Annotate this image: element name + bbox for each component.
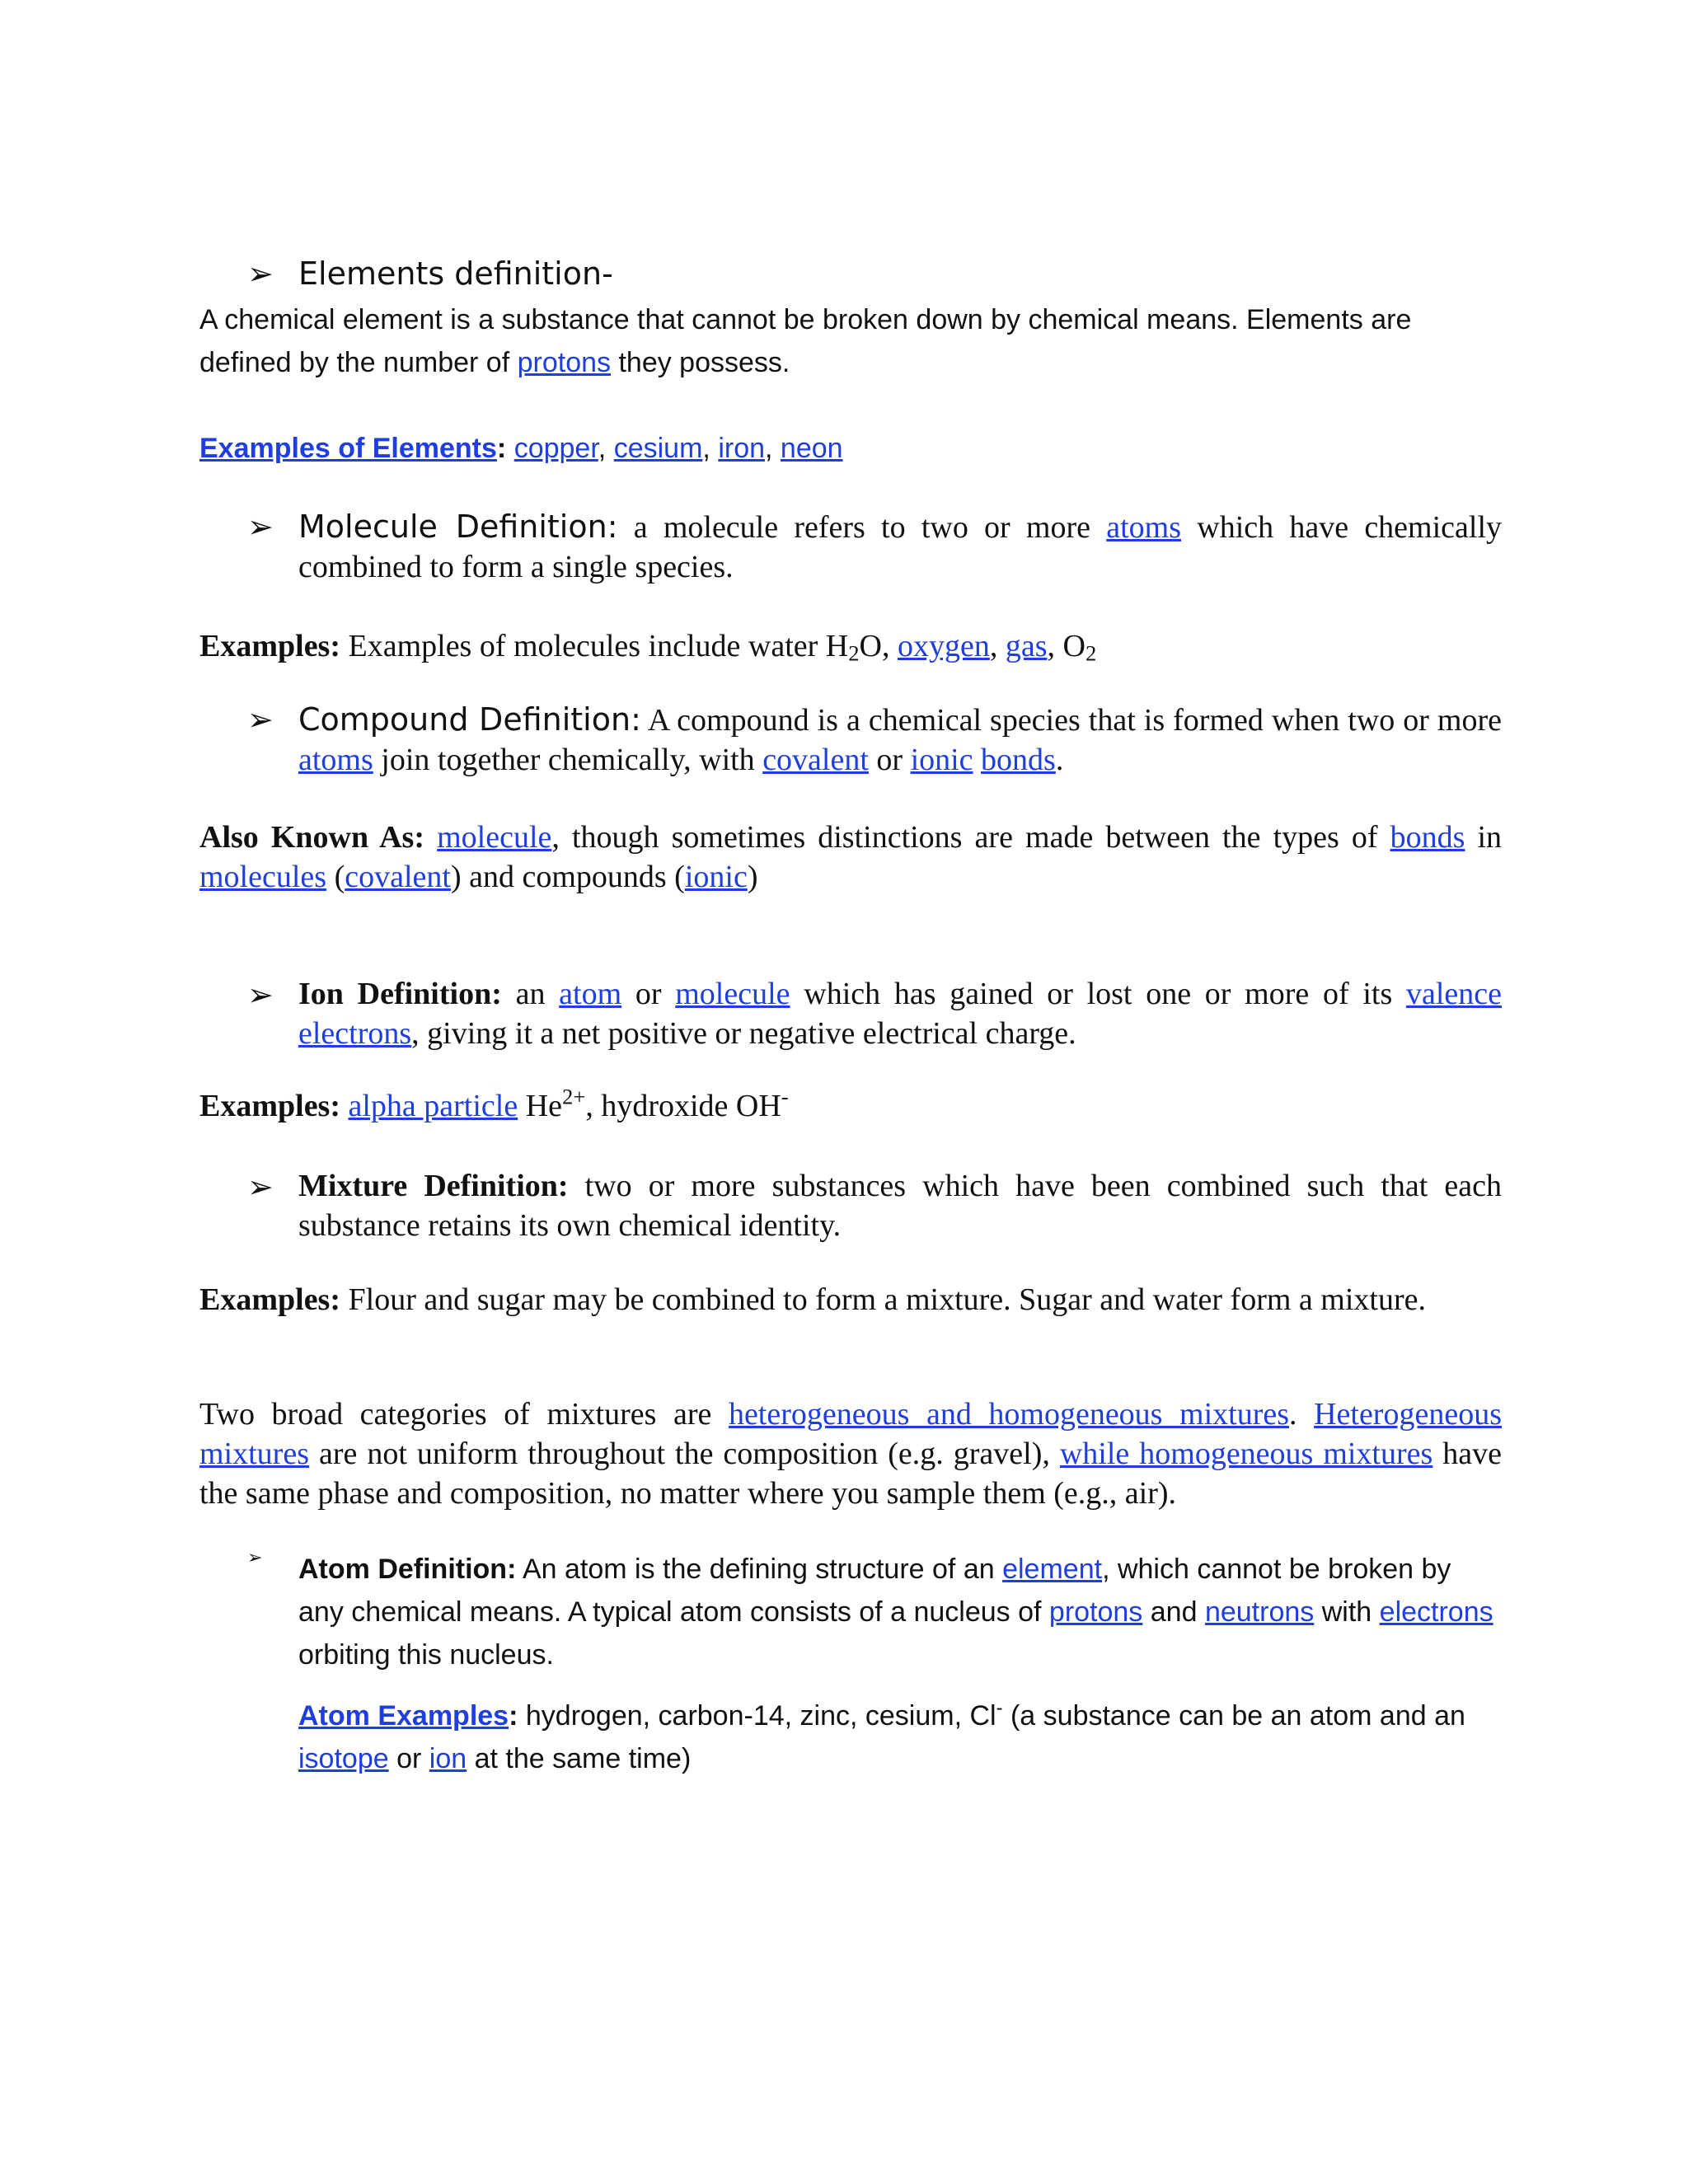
examples-of-elements-link[interactable]: Examples of Elements bbox=[199, 433, 497, 464]
heterogeneous-and-homogeneous-link[interactable]: heterogeneous and homogeneous mixtures bbox=[728, 1397, 1290, 1432]
protons-link[interactable]: protons bbox=[517, 347, 612, 378]
protons-link[interactable]: protons bbox=[1048, 1596, 1143, 1628]
mixture-definition: Mixture Definition: two or more substances which have been combined such that each substance retains its own chemical identity. bbox=[298, 1169, 1502, 1243]
compound-definition: Compound Definition: A compound is a chemical species that is formed when two or more atoms join together chemically, with covalent or ionic bonds. bbox=[298, 701, 1503, 777]
compound-also-known-as: Also Known As: molecule, though sometimes distinctions are made between the types of bonds in molecules (covalent) and compounds (ionic) bbox=[199, 820, 1503, 894]
molecule-heading: Molecule Definition: bbox=[298, 509, 618, 545]
oxygen-link[interactable]: oxygen bbox=[898, 629, 990, 663]
elements-heading: Elements definition- bbox=[298, 255, 613, 292]
molecule-link[interactable]: molecule bbox=[675, 977, 790, 1011]
valence-electrons-link[interactable]: valence electrons bbox=[298, 977, 1502, 1051]
atom-link[interactable]: atom bbox=[559, 977, 622, 1011]
bullet-arrow-icon: ➢ bbox=[247, 1548, 263, 1568]
bullet-arrow-icon: ➢ bbox=[247, 977, 274, 1013]
bullet-arrow-icon: ➢ bbox=[247, 1169, 274, 1205]
neutrons-link[interactable]: neutrons bbox=[1204, 1596, 1315, 1628]
ion-heading: Ion Definition: bbox=[298, 977, 502, 1011]
copper-link[interactable]: copper bbox=[513, 433, 598, 464]
heterogeneous-mixtures-link[interactable]: Heterogeneous mixtures bbox=[199, 1397, 1502, 1471]
ion-link[interactable]: ion bbox=[429, 1743, 467, 1774]
compound-heading: Compound Definition: bbox=[298, 701, 641, 738]
mixture-examples: Examples: Flour and sugar may be combined to form a mixture. Sugar and water form a mixture. bbox=[199, 1282, 1426, 1317]
mixture-categories-paragraph: Two broad categories of mixtures are heterogeneous and homogeneous mixtures. Heterogeneous mixtures are not uniform throughout the composition (e.g. gravel), while homogeneous mixtures have the same phase and composition, no matter where you sample them (e.g., air). bbox=[199, 1397, 1503, 1511]
bullet-arrow-icon: ➢ bbox=[247, 509, 274, 545]
atom-examples: Atom Examples: hydrogen, carbon-14, zinc, cesium, Cl- (a substance can be an atom and an isotope or ion at the same time) bbox=[298, 1696, 1465, 1774]
atoms-link[interactable]: atoms bbox=[1106, 510, 1182, 545]
molecule-examples: Examples: Examples of molecules include water $H_2O$, oxygen, gas, $O_2$ bbox=[199, 629, 1097, 666]
electrons-link[interactable]: electrons bbox=[1379, 1596, 1493, 1628]
alpha-particle-link[interactable]: alpha particle bbox=[348, 1089, 518, 1123]
bullet-arrow-icon: ➢ bbox=[247, 701, 274, 738]
homogeneous-mixtures-link[interactable]: while homogeneous mixtures bbox=[1059, 1436, 1433, 1471]
cesium-link[interactable]: cesium bbox=[613, 433, 703, 464]
molecule-link[interactable]: molecule bbox=[437, 820, 552, 855]
mixture-heading: Mixture Definition: bbox=[298, 1169, 569, 1203]
elements-examples: Examples of Elements: copper, cesium, iron, neon bbox=[199, 433, 843, 464]
element-link[interactable]: element bbox=[1002, 1554, 1103, 1585]
atom-heading: Atom Definition: bbox=[298, 1554, 517, 1585]
bullet-arrow-icon: ➢ bbox=[247, 255, 274, 292]
isotope-link[interactable]: isotope bbox=[298, 1743, 389, 1774]
iron-link[interactable]: iron bbox=[718, 433, 766, 464]
ionic-link[interactable]: ionic bbox=[910, 743, 973, 777]
covalent-link[interactable]: covalent bbox=[345, 860, 451, 894]
ionic-link[interactable]: ionic bbox=[684, 860, 748, 894]
ion-examples: Examples: alpha particle $He^{2+}$, hydroxide OH- bbox=[199, 1084, 789, 1123]
atoms-link[interactable]: atoms bbox=[298, 743, 373, 777]
atom-definition: Atom Definition: An atom is the defining structure of an element, which cannot be broken by any chemical means. A typical atom consists of a nucleus of protons and neutrons with electrons orbiting this nucleus. bbox=[298, 1554, 1493, 1671]
molecule-definition: Molecule Definition: a molecule refers to two or more atoms which have chemically combined to form a single species. bbox=[298, 509, 1503, 584]
covalent-link[interactable]: covalent bbox=[762, 743, 869, 777]
ion-definition: Ion Definition: an atom or molecule which has gained or lost one or more of its valence electrons, giving it a net positive or negative electrical charge. bbox=[298, 977, 1502, 1051]
molecules-link[interactable]: molecules bbox=[199, 860, 327, 894]
atom-examples-link[interactable]: Atom Examples bbox=[298, 1700, 509, 1732]
elements-definition: A chemical element is a substance that cannot be broken down by chemical means. Elements are defined by the number of protons they possess. bbox=[199, 304, 1412, 378]
bonds-link[interactable]: bonds bbox=[1390, 820, 1465, 855]
bonds-link[interactable]: bonds bbox=[981, 743, 1056, 777]
neon-link[interactable]: neon bbox=[780, 433, 843, 464]
gas-link[interactable]: gas bbox=[1005, 629, 1048, 663]
